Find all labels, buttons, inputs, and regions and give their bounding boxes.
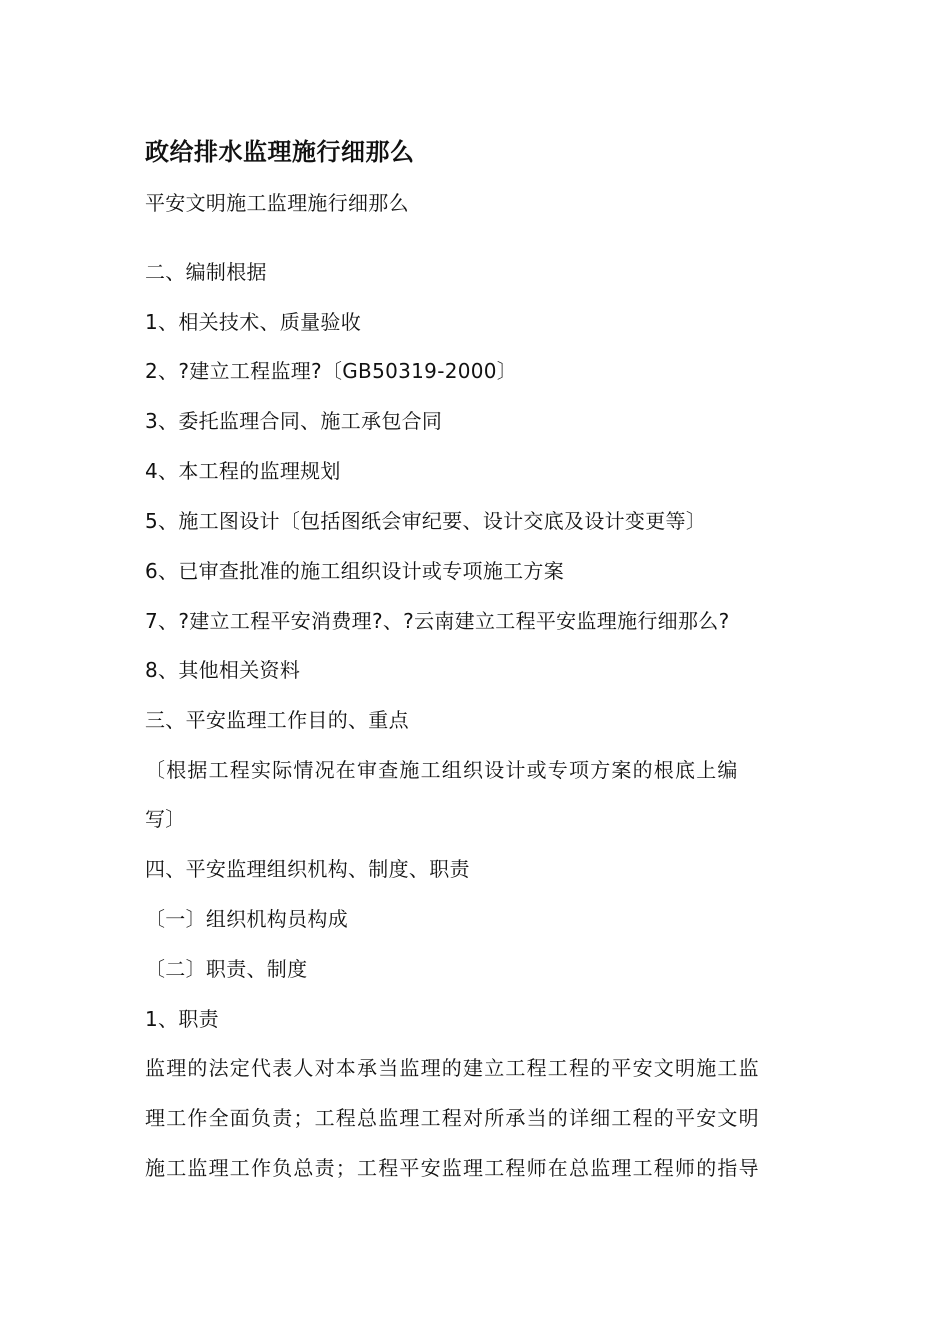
list-item: 7、?建立工程平安消费理?、?云南建立工程平安监理施行细那么? — [145, 609, 730, 633]
list-item: 5、施工图设计〔包括图纸会审纪要、设计交底及设计变更等〕 — [145, 509, 707, 533]
section-heading: 二、编制根据 — [145, 260, 267, 284]
section-heading: 三、平安监理工作目的、重点 — [145, 708, 409, 732]
paragraph-line: 监理的法定代表人对本承当监理的建立工程工程的平安文明施工监 — [145, 1056, 760, 1080]
subtitle: 平安文明施工监理施行细那么 — [145, 191, 409, 215]
paragraph-line: 〔根据工程实际情况在审查施工组织设计或专项方案的根底上编 — [145, 758, 739, 782]
list-item: 3、委托监理合同、施工承包合同 — [145, 409, 443, 433]
document-title: 政给排水监理施行细那么 — [145, 138, 415, 166]
paragraph-line: 理工作全面负责；工程总监理工程对所承当的详细工程的平安文明 — [145, 1106, 760, 1130]
subsection-heading: 〔一〕组织机构员构成 — [145, 907, 348, 931]
paragraph-line: 写〕 — [145, 807, 186, 831]
paragraph-line: 施工监理工作负总责；工程平安监理工程师在总监理工程师的指导 — [145, 1156, 760, 1180]
list-item: 6、已审查批准的施工组织设计或专项施工方案 — [145, 559, 565, 583]
list-item: 4、本工程的监理规划 — [145, 459, 341, 483]
subsection-heading: 〔二〕职责、制度 — [145, 957, 308, 981]
list-item: 1、职责 — [145, 1007, 219, 1031]
list-item: 8、其他相关资料 — [145, 658, 301, 682]
list-item: 1、相关技术、质量验收 — [145, 310, 362, 334]
section-heading: 四、平安监理组织机构、制度、职责 — [145, 857, 470, 881]
list-item: 2、?建立工程监理?〔GB50319-2000〕 — [145, 359, 518, 383]
